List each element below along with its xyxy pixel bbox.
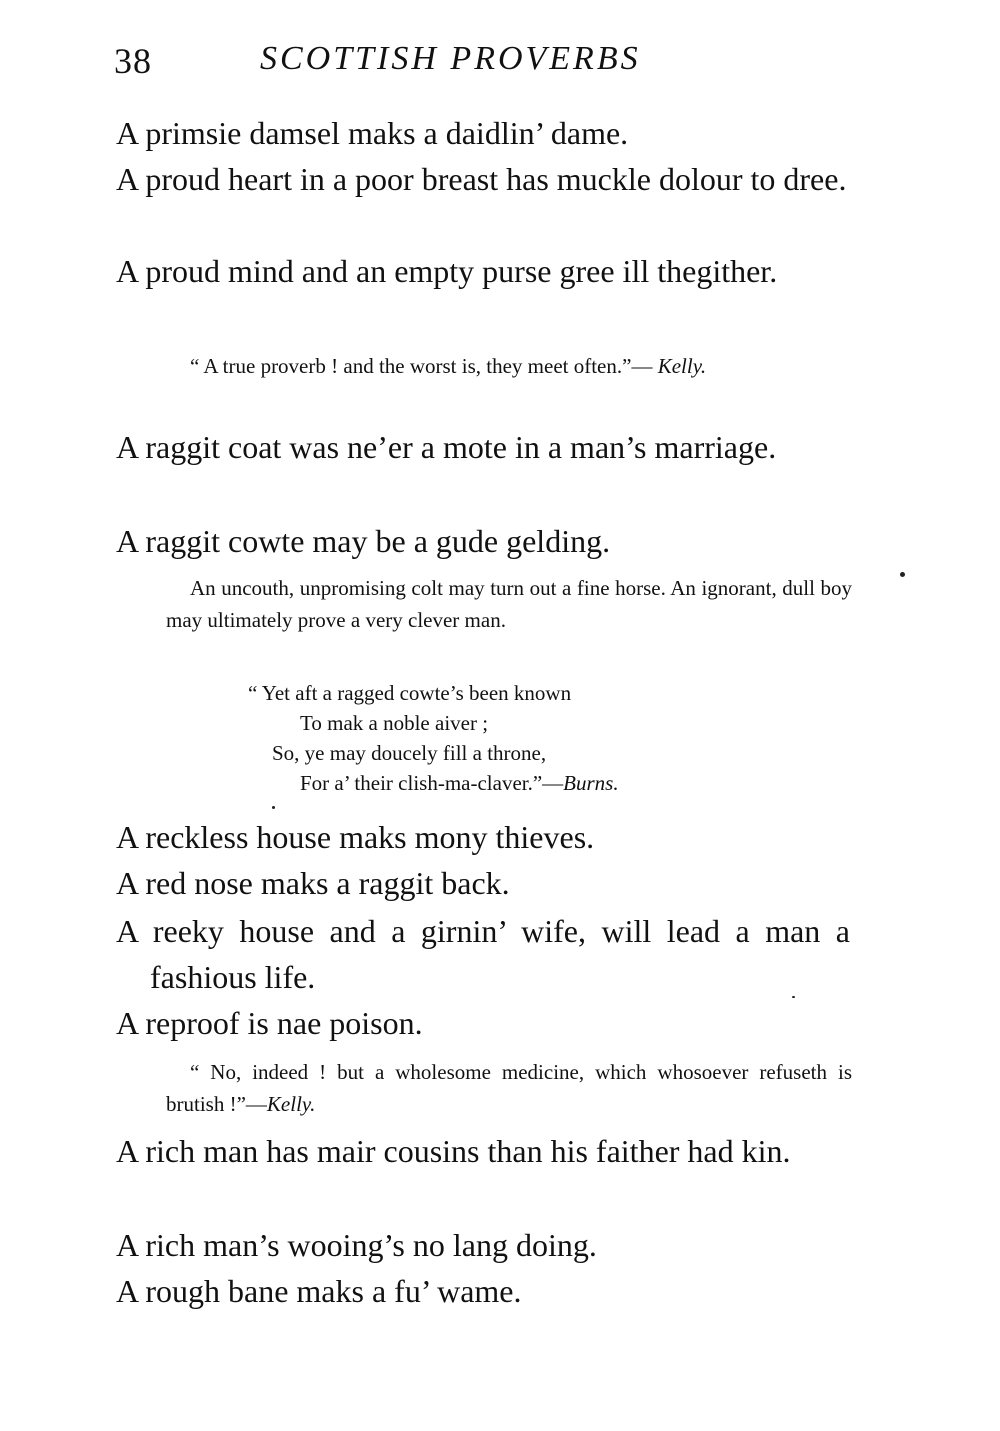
proverb: A red nose maks a raggit back. [116, 865, 510, 901]
note-text: “ No, indeed ! but a wholesome medicine, which whosoever refuseth is brutish !”— [166, 1060, 852, 1116]
proverb: A reckless house maks mony thieves. [116, 819, 595, 855]
verse-line: For a’ their clish-ma-claver.”—Burns. [300, 771, 619, 795]
note-attribution: Kelly. [657, 354, 707, 378]
page-number: 38 [114, 41, 152, 81]
proverb: A raggit coat was ne’er a mote in a man’s marriage. [116, 429, 777, 465]
proverb: A proud mind and an empty purse gree ill thegither. [116, 253, 778, 289]
proverb: A raggit cowte may be a gude gelding. [116, 523, 611, 559]
proverb: A rich man’s wooing’s no lang doing. [116, 1227, 597, 1263]
proverb: A reproof is nae poison. [116, 1005, 423, 1041]
commentary-note [166, 350, 852, 382]
running-head-title: SCOTTISH PROVERBS [260, 40, 641, 77]
print-speck [792, 996, 795, 998]
page-header [114, 40, 854, 90]
note-text: “ A true proverb ! and the worst is, they meet often.”— [190, 354, 653, 378]
proverb: A rich man has mair cousins than his faither had kin. [116, 1133, 791, 1169]
verse-attribution: Burns. [563, 771, 619, 795]
proverb: A primsie damsel maks a daidlin’ dame. [116, 115, 629, 151]
print-speck [272, 806, 275, 809]
proverb: A reeky house and a girnin’ wife, will lead a man a fashious life. [116, 913, 850, 995]
note-attribution: Kelly. [266, 1092, 316, 1116]
verse-line: So, ye may doucely fill a throne, [272, 741, 547, 765]
verse-line: “ Yet aft a ragged cowte’s been known [248, 681, 572, 705]
note-text: An uncouth, unpromising colt may turn out a fine horse. An ignorant, dull boy may ultimately prove a very clever man. [166, 576, 852, 632]
proverb: A rough bane maks a fu’ wame. [116, 1273, 522, 1309]
commentary-note [166, 572, 852, 636]
proverb: A proud heart in a poor breast has muckle dolour to dree. [116, 161, 847, 197]
commentary-note [166, 1056, 852, 1120]
print-speck [900, 572, 905, 577]
verse-quotation [248, 678, 808, 798]
verse-line: To mak a noble aiver ; [300, 711, 489, 735]
